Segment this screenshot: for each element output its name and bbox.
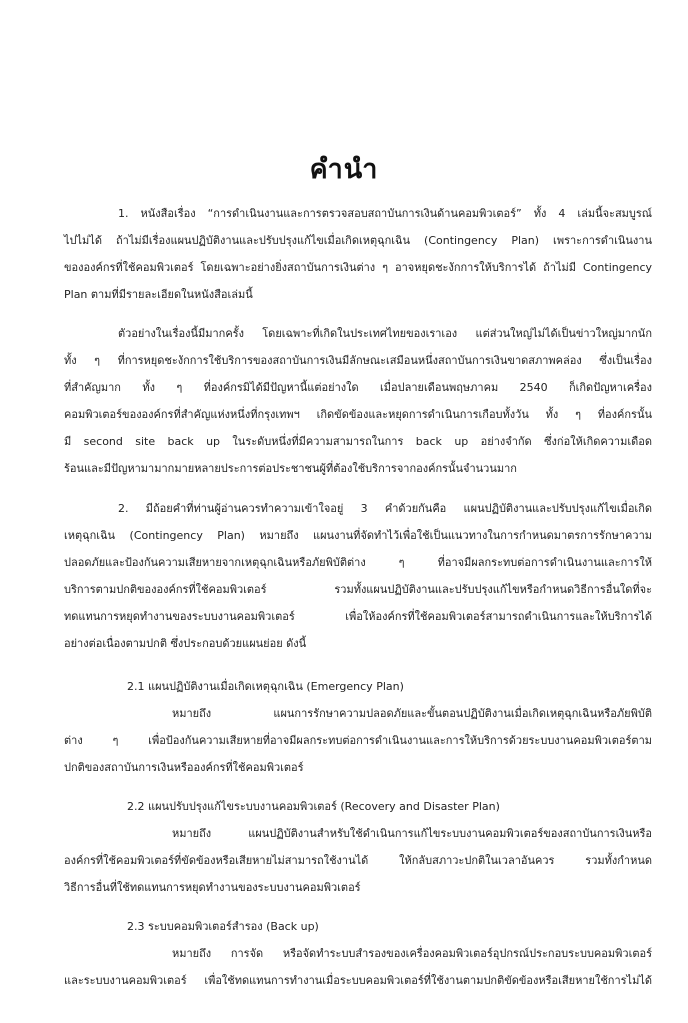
section-2-1-line-1: หมายถึง แผนการรักษาความปลอดภัยและขั้นตอนปฏิบัติงานเมื่อเกิดเหตุฉุกเฉินหรือภัยพิบัติ	[172, 707, 652, 720]
p2-line-2: ทั้ง ๆ ที่การหยุดชะงักการใช้บริการของสถาบันการเงินมีลักษณะเสมือนหนึ่งสถาบันการเงินขาดสภาพคล่อง ซึ่งเป็นเรื่อง	[64, 354, 652, 367]
section-2-2-heading: 2.2 แผนปรับปรุงแก้ไขระบบงานคอมพิวเตอร์ (Recovery and Disaster Plan)	[127, 800, 500, 813]
p2-line-6: ร้อนและมีปัญหามามากมายหลายประการต่อประชาชนผู้ที่ต้องใช้บริการจากองค์กรนั้นจำนวนมาก	[64, 462, 517, 475]
p3-line-4: บริการตามปกติขององค์กรที่ใช้คอมพิวเตอร์ รวมทั้งแผนปฏิบัติงานและปรับปรุงแก้ไขหรือกำหนดวิธีการอื่นใดที่จะ	[64, 583, 652, 596]
p2-line-4: คอมพิวเตอร์ขององค์กรที่สำคัญแห่งหนึ่งที่กรุงเทพฯ เกิดขัดข้องและหยุดการดำเนินการเกือบทั้งวัน ทั้ง ๆ ที่องค์กรนั้น	[64, 408, 652, 421]
p3-line-6: อย่างต่อเนื่องตามปกติ ซึ่งประกอบด้วยแผนย่อย ดังนี้	[64, 637, 307, 650]
p3-line-2: เหตุฉุกเฉิน (Contingency Plan) หมายถึง แผนงานที่จัดทำไว้เพื่อใช้เป็นแนวทางในการกำหนดมาตรการรักษาความ	[64, 529, 652, 542]
p3-line-5: ทดแทนการหยุดทำงานของระบบงานคอมพิวเตอร์ เพื่อให้องค์กรที่ใช้คอมพิวเตอร์สามารถดำเนินการและให้บริการได้	[64, 610, 652, 623]
section-2-2-line-2: องค์กรที่ใช้คอมพิวเตอร์ที่ขัดข้องหรือเสียหายไม่สามารถใช้งานได้ ให้กลับสภาวะปกติในเวลาอันควร รวมทั้งกำหนด	[64, 854, 652, 867]
section-2-1-line-3: ปกติของสถาบันการเงินหรือองค์กรที่ใช้คอมพิวเตอร์	[64, 761, 304, 774]
section-2-2-line-3: วิธีการอื่นที่ใช้ทดแทนการหยุดทำงานของระบบงานคอมพิวเตอร์	[64, 881, 361, 894]
section-2-1-line-2: ต่าง ๆ เพื่อป้องกันความเสียหายที่อาจมีผลกระทบต่อการดำเนินงานและการให้บริการด้วยระบบงานคอมพิวเตอร์ตาม	[64, 734, 652, 747]
section-2-2-line-1: หมายถึง แผนปฏิบัติงานสำหรับใช้ดำเนินการแก้ไขระบบงานคอมพิวเตอร์ของสถาบันการเงินหรือ	[172, 827, 652, 840]
page-title: คำนำ	[309, 154, 379, 185]
p1-line-1: 1. หนังสือเรื่อง “การดำเนินงานและการตรวจสอบสถาบันการเงินด้านคอมพิวเตอร์” ทั้ง 4 เล่มนี้จะสมบูรณ์	[118, 207, 652, 220]
p2-line-3: ที่สำคัญมาก ทั้ง ๆ ที่องค์กรมิได้มีปัญหานี้แต่อย่างใด เมื่อปลายเดือนพฤษภาคม 2540 ก็เกิดปัญหาเครื่อง	[64, 381, 652, 394]
section-2-3-line-1: หมายถึง การจัด หรือจัดทำระบบสำรองของเครื่องคอมพิวเตอร์อุปกรณ์ประกอบระบบคอมพิวเตอร์	[172, 947, 652, 960]
p2-line-5: มี second site back up ในระดับหนึ่งที่มีความสามารถในการ back up อย่างจำกัด ซึ่งก่อให้เกิดความเดือด	[64, 435, 652, 448]
p1-line-4: Plan ตามที่มีรายละเอียดในหนังสือเล่มนี้	[64, 288, 253, 301]
section-2-1-heading: 2.1 แผนปฏิบัติงานเมื่อเกิดเหตุฉุกเฉิน (Emergency Plan)	[127, 680, 404, 693]
p2-line-1: ตัวอย่างในเรื่องนี้มีมากครั้ง โดยเฉพาะที่เกิดในประเทศไทยของเราเอง แต่ส่วนใหญ่ไม่ได้เป็นข่าวใหญ่มากนัก	[118, 327, 652, 340]
p1-line-3: ขององค์กรที่ใช้คอมพิวเตอร์ โดยเฉพาะอย่างยิ่งสถาบันการเงินต่าง ๆ อาจหยุดชะงักการให้บริการได้ ถ้าไม่มี Contingency	[64, 261, 652, 274]
p3-line-1: 2. มีถ้อยคำที่ท่านผู้อ่านควรทำความเข้าใจอยู่ 3 คำด้วยกันคือ แผนปฏิบัติงานและปรับปรุงแก้ไขเมื่อเกิด	[118, 502, 652, 515]
p1-line-2: ไปไม่ได้ ถ้าไม่มีเรื่องแผนปฏิบัติงานและปรับปรุงแก้ไขเมื่อเกิดเหตุฉุกเฉิน (Contingency Plan) เพราะการดำเนินงาน	[64, 234, 652, 247]
section-2-3-heading: 2.3 ระบบคอมพิวเตอร์สำรอง (Back up)	[127, 920, 319, 933]
section-2-3-line-2: และระบบงานคอมพิวเตอร์ เพื่อใช้ทดแทนการทำงานเมื่อระบบคอมพิวเตอร์ที่ใช้งานตามปกติขัดข้องหรือเสียหายใช้การไม่ได้	[64, 974, 652, 987]
p3-line-3: ปลอดภัยและป้องกันความเสียหายจากเหตุฉุกเฉินหรือภัยพิบัติต่าง ๆ ที่อาจมีผลกระทบต่อการดำเนินงานและการให้	[64, 556, 652, 569]
